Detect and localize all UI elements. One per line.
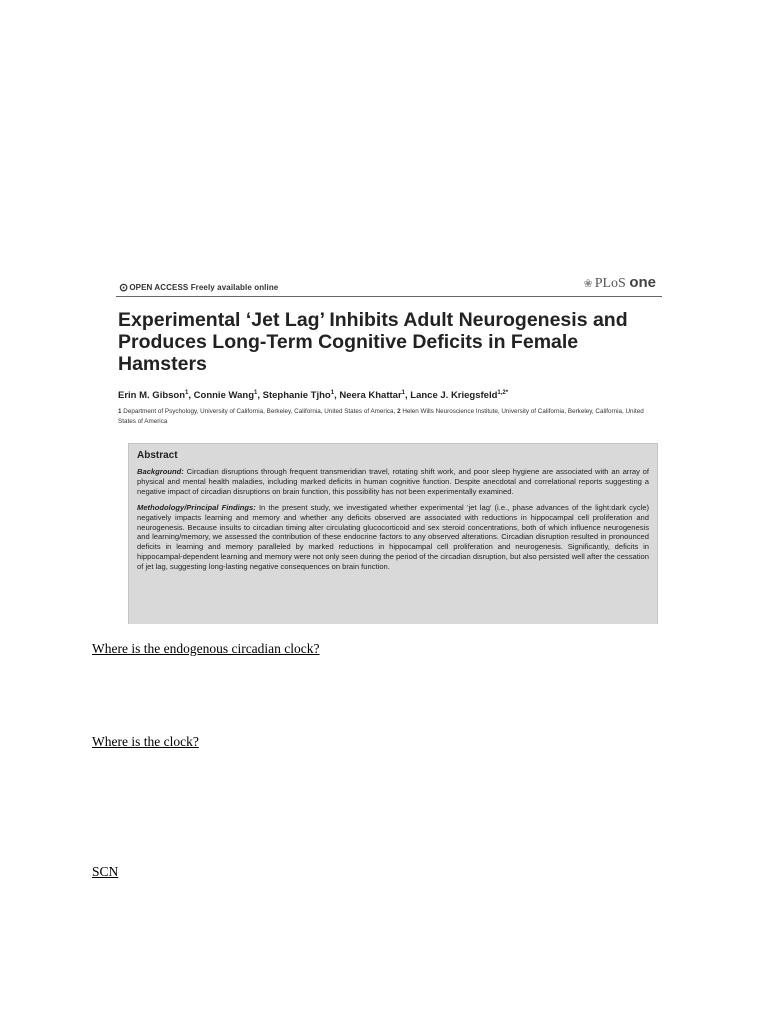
abstract-box [128, 443, 658, 624]
journal-logo-one: one [629, 274, 656, 291]
author-list: Erin M. Gibson$^1$, Connie Wang$^1$, Stephanie Tjho$^1$, Neera Khattar$^1$, Lance J. Kriegsfeld$^{1,2*}$ [118, 390, 509, 402]
affiliation-number: 1 [118, 408, 122, 415]
author-name: Stephanie Tjho [262, 390, 331, 402]
affiliation-1: Department of Psychology, University of California, Berkeley, California, United States of America, [123, 408, 396, 415]
affiliations [118, 407, 663, 427]
author-affiliation-sup: 1 [401, 390, 405, 396]
author-name: Connie Wang [193, 390, 254, 402]
background-text: Circadian disruptions through frequent transmeridian travel, rotating shift work, and poor sleep hygiene are associated with an array of physical and mental health maladies, including marked deficits in human cognitive function. Despite anecdotal and correlational reports suggesting a negative impact of circadian disruptions on brain function, this possibility has not been experimentally examined. [137, 467, 649, 496]
author-affiliation-sup: 1 [185, 390, 189, 396]
journal-header-bar [116, 274, 662, 297]
plos-logo-icon: ❀ [583, 278, 593, 290]
open-access-label [118, 281, 278, 294]
link-scn-answer[interactable]: SCN [92, 864, 119, 879]
paper-title: Experimental ‘Jet Lag’ Inhibits Adult Neurogenesis and Produces Long-Term Cognitive Deficits in Female Hamsters [118, 309, 628, 375]
journal-logo [583, 274, 656, 292]
author-affiliation-sup: 1 [254, 390, 258, 396]
link-clock-question[interactable]: Where is the clock? [92, 734, 199, 749]
open-access-lock-icon: ⊙ [119, 282, 129, 294]
abstract-methods [137, 503, 649, 572]
affiliation-2: Helen Wills Neuroscience Institute, University of California, Berkeley, California, United States of America [118, 408, 644, 425]
author-affiliation-sup: 1,2* [497, 390, 509, 396]
abstract-heading: Abstract [137, 450, 178, 461]
journal-logo-plos: PLoS [594, 276, 626, 291]
open-access-text: OPEN ACCESS Freely available online [129, 283, 279, 292]
methods-label: Methodology/Principal Findings: [137, 502, 256, 512]
author-name: Neera Khattar [339, 390, 402, 402]
background-label: Background: [137, 467, 184, 476]
author-affiliation-sup: 1 [330, 390, 335, 396]
methods-text: In the present study, we investigated whether experimental ‘jet lag’ (i.e., phase advances of the light:dark cycle) negatively impacts learning and memory and whether any deficits observed are associated with reductions in hippocampal cell proliferation and neurogenesis. Because insults to circadian timing alter circulating glucocorticoid and sex steroid concentrations, both of which influence neurogenesis and learning/memory, we assessed the contribution of these endocrine factors to any observed alterations. Circadian disruption resulted in pronounced deficits in learning and memory paralleled by marked reductions in hippocampal cell proliferation and neurogenesis. Significantly, deficits in hippocampal-dependent learning and memory were not only seen during the period of the circadian disruption, but also persisted well after the cessation of jet lag, suggesting long-lasting negative consequences on brain function. [137, 502, 649, 572]
link-endogenous-clock-question[interactable]: Where is the endogenous circadian clock? [92, 641, 320, 656]
abstract-background [137, 467, 649, 497]
paper-screenshot [116, 268, 666, 624]
author-name: Erin M. Gibson [118, 390, 186, 402]
author-name: Lance J. Kriegsfeld [410, 390, 498, 402]
affiliation-number: 2 [397, 408, 401, 415]
